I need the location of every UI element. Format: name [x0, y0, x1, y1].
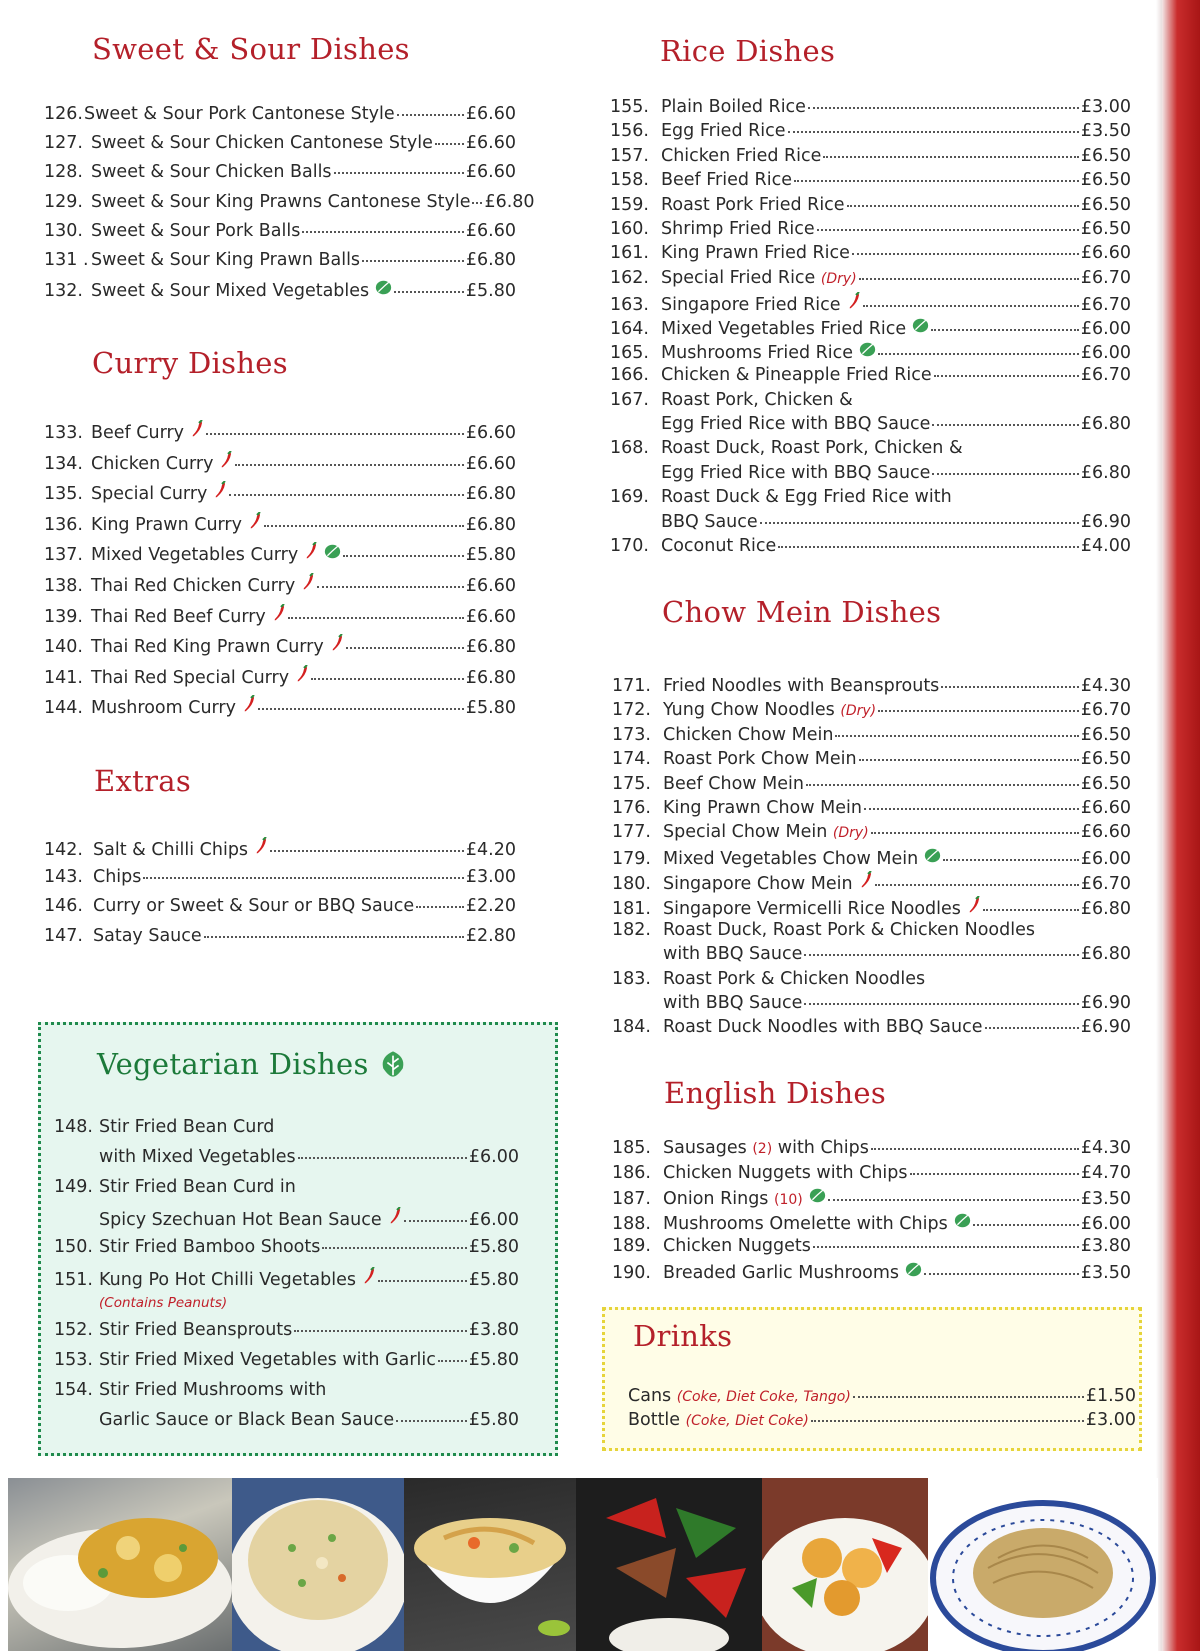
chilli-icon: [301, 573, 315, 591]
sweet-sour-photo: [762, 1478, 928, 1651]
menu-item-continued: Garlic Sauce or Black Bean Sauce £5.80: [99, 1410, 519, 1430]
menu-item: 142. Salt & Chilli Chips £4.20: [44, 837, 516, 867]
menu-item: Bottle (Coke, Diet Coke) £3.00: [628, 1410, 1136, 1430]
menu-item-continued: with BBQ Sauce £6.80: [663, 944, 1131, 965]
vegetarian-leaf-icon: [859, 341, 876, 358]
menu-item: 170. Coconut Rice £4.00: [610, 536, 1131, 557]
chilli-icon: [295, 665, 309, 683]
menu-item: 128. Sweet & Sour Chicken Balls £6.60: [44, 162, 516, 183]
menu-item: Cans (Coke, Diet Coke, Tango) £1.50: [628, 1386, 1136, 1406]
menu-item: 189. Chicken Nuggets £3.80: [612, 1236, 1131, 1257]
menu-item: 143. Chips £3.00: [44, 866, 516, 887]
chilli-icon: [304, 542, 318, 560]
menu-item: 134. Chicken Curry £6.60: [44, 451, 516, 482]
menu-item: 156. Egg Fried Rice £3.50: [610, 121, 1131, 142]
vegetarian-leaf-icon: [809, 1187, 826, 1204]
menu-item: 130. Sweet & Sour Pork Balls £6.60: [44, 220, 516, 241]
vegetarian-leaf-icon: [924, 847, 941, 864]
menu-item: 144. Mushroom Curry £5.80: [44, 695, 516, 726]
menu-item: 137. Mixed Vegetables Curry £5.80: [44, 542, 516, 573]
menu-item: 175. Beef Chow Mein £6.50: [612, 773, 1131, 794]
menu-item: 162. Special Fried Rice (Dry) £6.70: [610, 267, 1131, 288]
menu-item-continued: Spicy Szechuan Hot Bean Sauce £6.00: [54, 1207, 519, 1237]
chilli-icon: [859, 871, 873, 889]
page-edge-decoration: [1162, 0, 1200, 1651]
vegetarian-leaf-icon: [375, 279, 392, 296]
sweet-sour-heading: Sweet & Sour Dishes: [92, 32, 410, 66]
menu-item: 167. Roast Pork, Chicken &: [610, 389, 853, 410]
menu-item-continued: with Mixed Vegetables £6.00: [99, 1147, 519, 1167]
vegetarian-leaf-icon: [905, 1261, 922, 1278]
vegetarian-leaf-icon: [912, 317, 929, 334]
vegetarian-leaf-icon: [324, 543, 341, 560]
menu-item: 160. Shrimp Fried Rice £6.50: [610, 218, 1131, 239]
chow-mein-heading: Chow Mein Dishes: [662, 595, 942, 629]
peanut-note: (Contains Peanuts): [99, 1295, 228, 1311]
menu-item: 188. Mushrooms Omelette with Chips £6.00: [612, 1213, 1131, 1234]
menu-item: 165. Mushrooms Fried Rice £6.00: [610, 342, 1131, 363]
chilli-icon: [213, 481, 227, 499]
noodle-bowl-photo: [404, 1478, 576, 1651]
menu-item: 150. Stir Fried Bamboo Shoots £5.80: [54, 1237, 519, 1257]
menu-item: 161. King Prawn Fried Rice £6.60: [610, 243, 1131, 264]
chilli-icon: [967, 896, 981, 914]
sweet-sour-list: [44, 104, 535, 308]
menu-item: 132. Sweet & Sour Mixed Vegetables £5.80: [44, 281, 516, 302]
menu-item: 185. Sausages (2) with Chips £4.30: [612, 1138, 1131, 1158]
drinks-box: [602, 1307, 1142, 1451]
curry-heading: Curry Dishes: [92, 346, 288, 380]
fried-rice-photo: [232, 1478, 404, 1651]
menu-item-continued: Egg Fried Rice with BBQ Sauce £6.80: [661, 462, 1131, 483]
menu-item: 151. Kung Po Hot Chilli Vegetables £5.80: [54, 1267, 519, 1293]
menu-item: 184. Roast Duck Noodles with BBQ Sauce £6.90: [612, 1017, 1131, 1038]
menu-item-continued: with BBQ Sauce £6.90: [663, 993, 1131, 1014]
chilli-icon: [847, 292, 861, 310]
curry-list: [44, 420, 516, 726]
chilli-icon: [248, 512, 262, 530]
stir-fry-photo: [576, 1478, 762, 1651]
vegetarian-leaf-icon: [379, 1050, 407, 1078]
menu-item: 164. Mixed Vegetables Fried Rice £6.00: [610, 318, 1131, 339]
extras-heading: Extras: [94, 764, 192, 798]
menu-item: 182. Roast Duck, Roast Pork & Chicken Noodles: [612, 919, 1035, 940]
menu-item: 149. Stir Fried Bean Curd in: [54, 1177, 296, 1197]
menu-item: 176. King Prawn Chow Mein £6.60: [612, 797, 1131, 818]
chilli-icon: [272, 604, 286, 622]
menu-item: 126. Sweet & Sour Pork Cantonese Style £6.60: [44, 104, 516, 124]
menu-item: 136. King Prawn Curry £6.80: [44, 512, 516, 543]
menu-item: 131 . Sweet & Sour King Prawn Balls £6.80: [44, 249, 516, 270]
vegetarian-leaf-icon: [954, 1212, 971, 1229]
menu-item: 154. Stir Fried Mushrooms with: [54, 1380, 327, 1400]
menu-item: 158. Beef Fried Rice £6.50: [610, 170, 1131, 191]
vegetarian-list: [54, 1117, 519, 1440]
menu-item: 155. Plain Boiled Rice £3.00: [610, 97, 1131, 117]
menu-item: 172. Yung Chow Noodles (Dry) £6.70: [612, 700, 1131, 721]
chilli-icon: [362, 1267, 376, 1285]
chilli-icon: [219, 451, 233, 469]
chilli-icon: [242, 695, 256, 713]
english-list: [612, 1138, 1131, 1286]
vegetarian-heading: Vegetarian Dishes: [97, 1047, 407, 1081]
chow-mein-list: [612, 676, 1131, 1042]
menu-item: 129. Sweet & Sour King Prawns Cantonese Style £6.80: [44, 191, 535, 212]
rice-heading: Rice Dishes: [660, 34, 836, 68]
menu-item: 168. Roast Duck, Roast Pork, Chicken &: [610, 438, 963, 459]
menu-item: 171. Fried Noodles with Beansprouts £4.30: [612, 676, 1131, 696]
menu-item: 146. Curry or Sweet & Sour or BBQ Sauce £2.20: [44, 896, 516, 916]
food-photo-strip: [8, 1478, 1158, 1651]
chilli-icon: [254, 837, 268, 855]
english-heading: English Dishes: [664, 1076, 887, 1110]
menu-item: 152. Stir Fried Beansprouts £3.80: [54, 1320, 519, 1340]
menu-item: 183. Roast Pork & Chicken Noodles: [612, 968, 926, 989]
menu-item: 181. Singapore Vermicelli Rice Noodles £6.80: [612, 896, 1131, 920]
rice-list: [610, 97, 1131, 560]
vegetarian-box: [38, 1022, 558, 1456]
menu-item: 177. Special Chow Mein (Dry) £6.60: [612, 822, 1131, 843]
chow-mein-plate-photo: [928, 1478, 1158, 1651]
menu-item: 139. Thai Red Beef Curry £6.60: [44, 604, 516, 635]
menu-item: 138. Thai Red Chicken Curry £6.60: [44, 573, 516, 604]
menu-item: 169. Roast Duck & Egg Fried Rice with: [610, 487, 952, 508]
menu-item: 135. Special Curry £6.80: [44, 481, 516, 512]
chilli-icon: [330, 634, 344, 652]
chilli-icon: [190, 420, 204, 438]
menu-item: 153. Stir Fried Mixed Vegetables with Garlic £5.80: [54, 1350, 519, 1370]
menu-item: 141. Thai Red Special Curry £6.80: [44, 665, 516, 696]
menu-item: 179. Mixed Vegetables Chow Mein £6.00: [612, 848, 1131, 869]
menu-item: 148. Stir Fried Bean Curd: [54, 1117, 275, 1137]
menu-item: 174. Roast Pork Chow Mein £6.50: [612, 749, 1131, 770]
menu-item: 159. Roast Pork Fried Rice £6.50: [610, 194, 1131, 215]
menu-item: 190. Breaded Garlic Mushrooms £3.50: [612, 1262, 1131, 1283]
menu-item: 140. Thai Red King Prawn Curry £6.80: [44, 634, 516, 665]
menu-item: 147. Satay Sauce £2.80: [44, 925, 516, 946]
menu-item: 186. Chicken Nuggets with Chips £4.70: [612, 1162, 1131, 1183]
extras-list: [44, 837, 516, 955]
menu-item-continued: BBQ Sauce £6.90: [661, 511, 1131, 532]
drinks-heading: Drinks: [633, 1319, 733, 1353]
chilli-icon: [388, 1207, 402, 1225]
curry-photo: [8, 1478, 232, 1651]
menu-item: 187. Onion Rings (10) £3.50: [612, 1189, 1131, 1210]
menu-item: 173. Chicken Chow Mein £6.50: [612, 724, 1131, 745]
menu-item: 163. Singapore Fried Rice £6.70: [610, 292, 1131, 316]
menu-item-continued: Egg Fried Rice with BBQ Sauce £6.80: [661, 414, 1131, 435]
menu-item: 127. Sweet & Sour Chicken Cantonese Style £6.60: [44, 133, 516, 154]
menu-item: 157. Chicken Fried Rice £6.50: [610, 145, 1131, 166]
drinks-list: [628, 1386, 1136, 1434]
menu-item: 166. Chicken & Pineapple Fried Rice £6.70: [610, 365, 1131, 386]
menu-item: 133. Beef Curry £6.60: [44, 420, 516, 451]
menu-item: 180. Singapore Chow Mein £6.70: [612, 871, 1131, 895]
